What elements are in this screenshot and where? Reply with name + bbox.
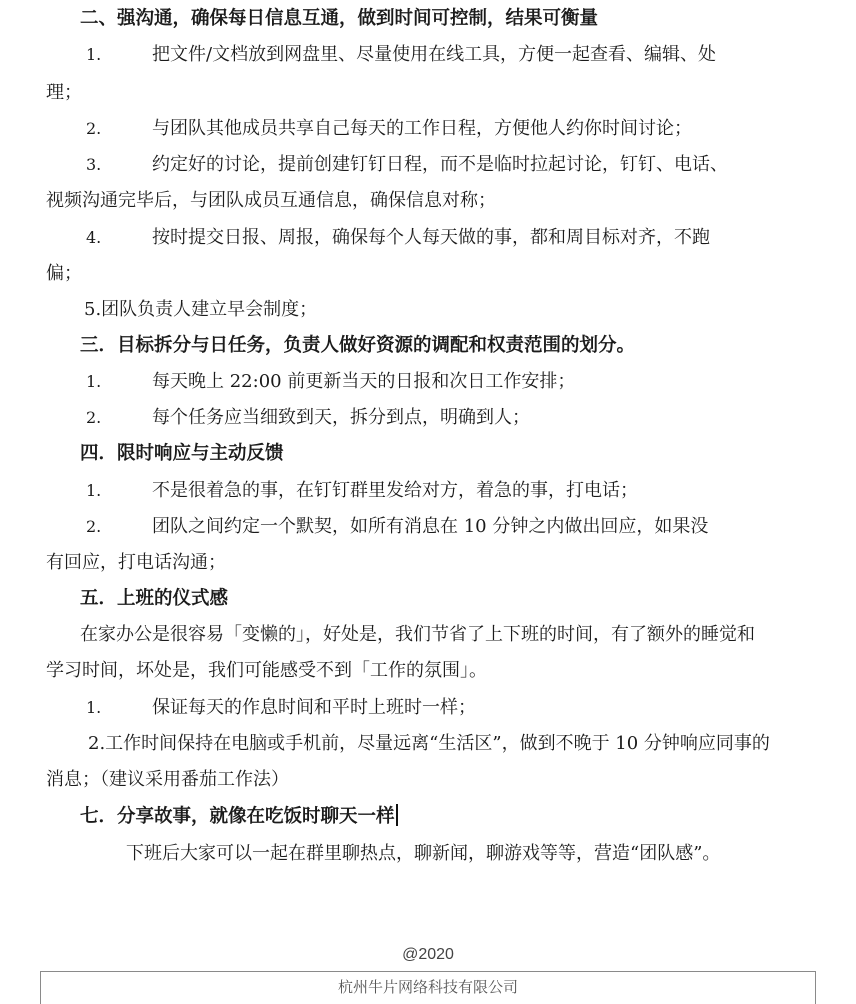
list-item-continuation: 视频沟通完毕后，与团队成员互通信息，确保信息对称；	[46, 190, 496, 211]
list-item-continuation: 有回应，打电话沟通；	[46, 552, 226, 573]
section-7-heading	[80, 804, 398, 829]
list-item-text: 把文件/文档放到网盘里、尽量使用在线工具，方便一起查看、编辑、处	[152, 44, 717, 65]
section-2-heading: 二、强沟通，确保每日信息互通，做到时间可控制，结果可衡量	[80, 8, 599, 29]
list-item-text: 每天晚上 22:00 前更新当天的日报和次日工作安排；	[152, 371, 576, 392]
list-item-text: 与团队其他成员共享自己每天的工作日程，方便他人约你时间讨论；	[152, 118, 692, 139]
section-5-heading: 五．上班的仪式感	[80, 588, 229, 609]
paragraph-line: 学习时间，坏处是，我们可能感受不到「工作的氛围」。	[46, 660, 487, 681]
list-item-text: 团队之间约定一个默契，如所有消息在 10 分钟之内做出回应，如果没	[152, 516, 709, 537]
list-number: 4.	[86, 228, 102, 247]
section-7-heading-text: 七．分享故事，就像在吃饭时聊天一样	[80, 806, 395, 827]
list-item-text: 2.工作时间保持在电脑或手机前，尽量远离“生活区”，做到不晚于 10 分钟响应同事的	[88, 733, 770, 754]
list-number: 1.	[86, 45, 102, 64]
section-3-heading: 三．目标拆分与日任务，负责人做好资源的调配和权责范围的划分。	[80, 335, 636, 356]
list-item-text: 每个任务应当细致到天，拆分到点，明确到人；	[152, 407, 530, 428]
list-item-text: 按时提交日报、周报，确保每个人每天做的事，都和周目标对齐，不跑	[152, 227, 710, 248]
footer-company-name: 杭州牛片网络科技有限公司	[337, 978, 518, 996]
list-item-continuation: 理；	[46, 82, 82, 103]
list-item-text: 5.团队负责人建立早会制度；	[84, 299, 318, 320]
list-number: 1.	[86, 481, 102, 500]
list-number: 1.	[86, 372, 102, 391]
footer-divider	[40, 971, 816, 972]
list-item-text: 不是很着急的事，在钉钉群里发给对方，着急的事，打电话；	[152, 480, 638, 501]
list-number: 3.	[86, 155, 102, 174]
list-item-continuation: 消息；（建议采用番茄工作法）	[46, 769, 289, 790]
section-4-heading: 四．限时响应与主动反馈	[80, 443, 284, 464]
list-number: 2.	[86, 119, 102, 138]
paragraph-line: 在家办公是很容易「变懒的」，好处是，我们节省了上下班的时间，有了额外的睡觉和	[80, 624, 755, 645]
paragraph-line: 下班后大家可以一起在群里聊热点，聊新闻，聊游戏等等，营造“团队感”。	[126, 843, 721, 864]
list-item-text: 保证每天的作息时间和平时上班时一样；	[152, 697, 476, 718]
footer-copyright: @2020	[402, 946, 454, 963]
list-number: 2.	[86, 517, 102, 536]
text-cursor	[396, 804, 398, 826]
list-number: 2.	[86, 408, 102, 427]
list-number: 1.	[86, 698, 102, 717]
list-item-text: 约定好的讨论，提前创建钉钉日程，而不是临时拉起讨论，钉钉、电话、	[152, 154, 728, 175]
list-item-continuation: 偏；	[46, 263, 82, 284]
